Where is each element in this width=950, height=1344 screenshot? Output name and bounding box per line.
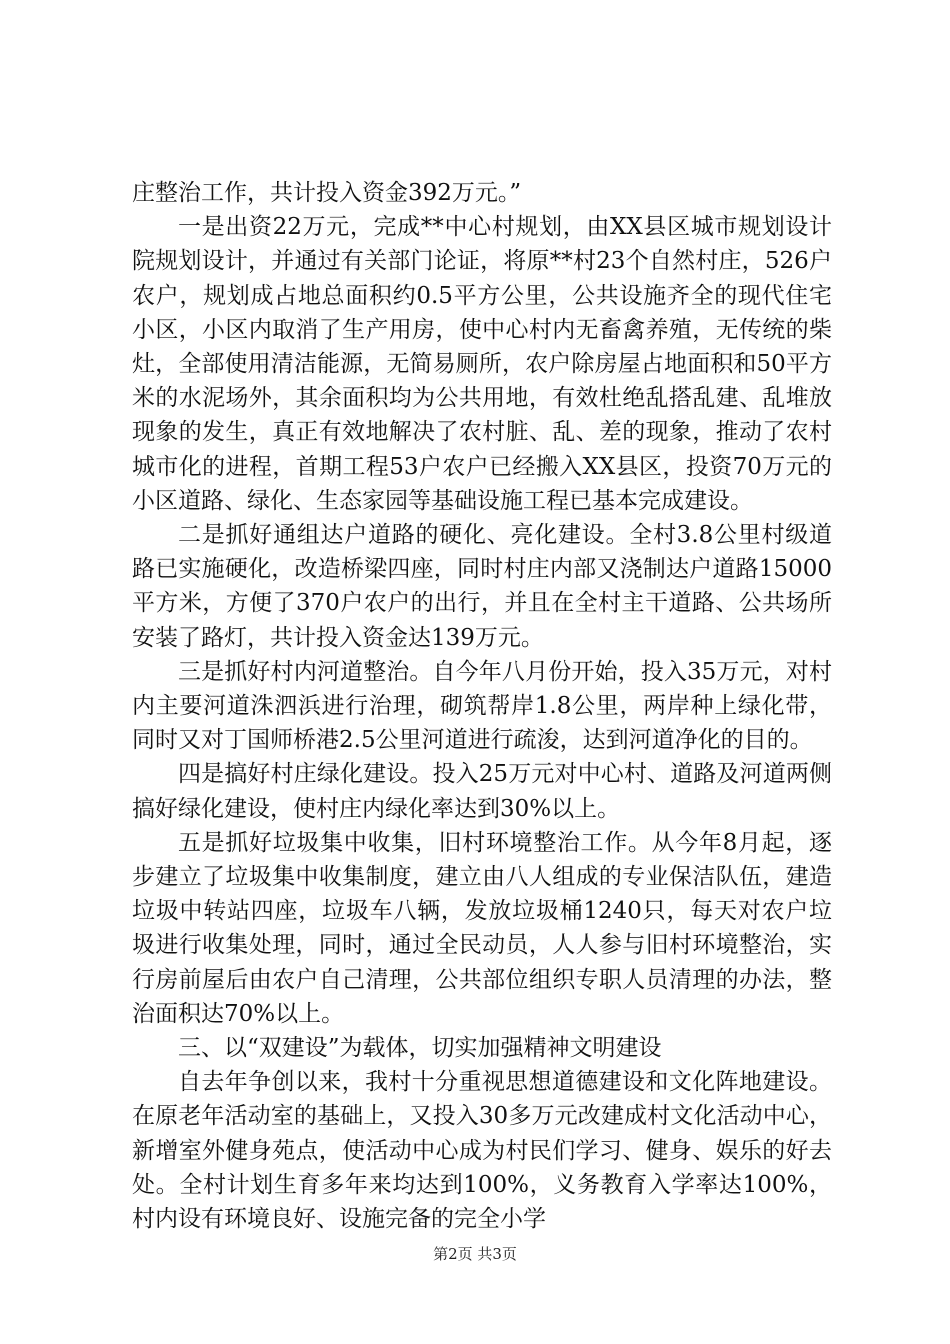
- paragraph-river-management: 三是抓好村内河道整治。自今年八月份开始，投入35万元，对村内主要河道洙泗浜进行治理，砌筑帮岸1.8公里，两岸种上绿化带，同时又对丁国师桥港2.5公里河道进行疏浚，达到河道净化的目的。: [132, 658, 832, 754]
- document-body: [132, 176, 832, 1236]
- paragraph-village-planning: 一是出资22万元，完成**中心村规划，由XX县区城市规划设计院规划设计，并通过有关部门论证，将原**村23个自然村庄，526户农户，规划成占地总面积约0.5平方公里，公共设施齐全的现代住宅小区，小区内取消了生产用房，使中心村内无畜禽养殖，无传统的柴灶，全部使用清洁能源，无简易厕所，农户除房屋占地面积和50平方米的水泥场外，其余面积均为公共用地，有效杜绝乱搭乱建、乱堆放现象的发生，真正有效地解决了农村脏、乱、差的现象，推动了农村城市化的进程，首期工程53户农户已经搬入XX县区，投资70万元的小区道路、绿化、生态家园等基础设施工程已基本完成建设。: [132, 214, 832, 514]
- paragraph-road-construction: 二是抓好通组达户道路的硬化、亮化建设。全村3.8公里村级道路已实施硬化，改造桥梁四座，同时村庄内部又浇制达户道路15000平方米，方便了370户农户的出行，并且在全村主干道路、公共场所安装了路灯，共计投入资金达139万元。: [132, 522, 832, 651]
- paragraph-greening: 四是搞好村庄绿化建设。投入25万元对中心村、道路及河道两侧搞好绿化建设，使村庄内绿化率达到30%以上。: [132, 761, 832, 822]
- paragraph-continuation: 庄整治工作，共计投入资金392万元。”: [132, 180, 522, 206]
- paragraph-garbage-collection: 五是抓好垃圾集中收集，旧村环境整治工作。从今年8月起，逐步建立了垃圾集中收集制度，建立由八人组成的专业保洁队伍，建造垃圾中转站四座，垃圾车八辆，发放垃圾桶1240只，每天对农户垃圾进行收集处理，同时，通过全民动员，人人参与旧村环境整治，实行房前屋后由农户自己清理，公共部位组织专职人员清理的办法，整治面积达70%以上。: [132, 829, 832, 1027]
- section-heading: 三、以“双建设”为载体，切实加强精神文明建设: [178, 1035, 662, 1062]
- paragraph-culture-construction: 自去年争创以来，我村十分重视思想道德建设和文化阵地建设。在原老年活动室的基础上，又投入30多万元改建成村文化活动中心，新增室外健身苑点，使活动中心成为村民们学习、健身、娱乐的好去处。全村计划生育多年来均达到100%，义务教育入学率达100%，村内设有环境良好、设施完备的完全小学: [132, 1069, 832, 1233]
- page-number-footer: 第2页 共3页: [433, 1245, 517, 1263]
